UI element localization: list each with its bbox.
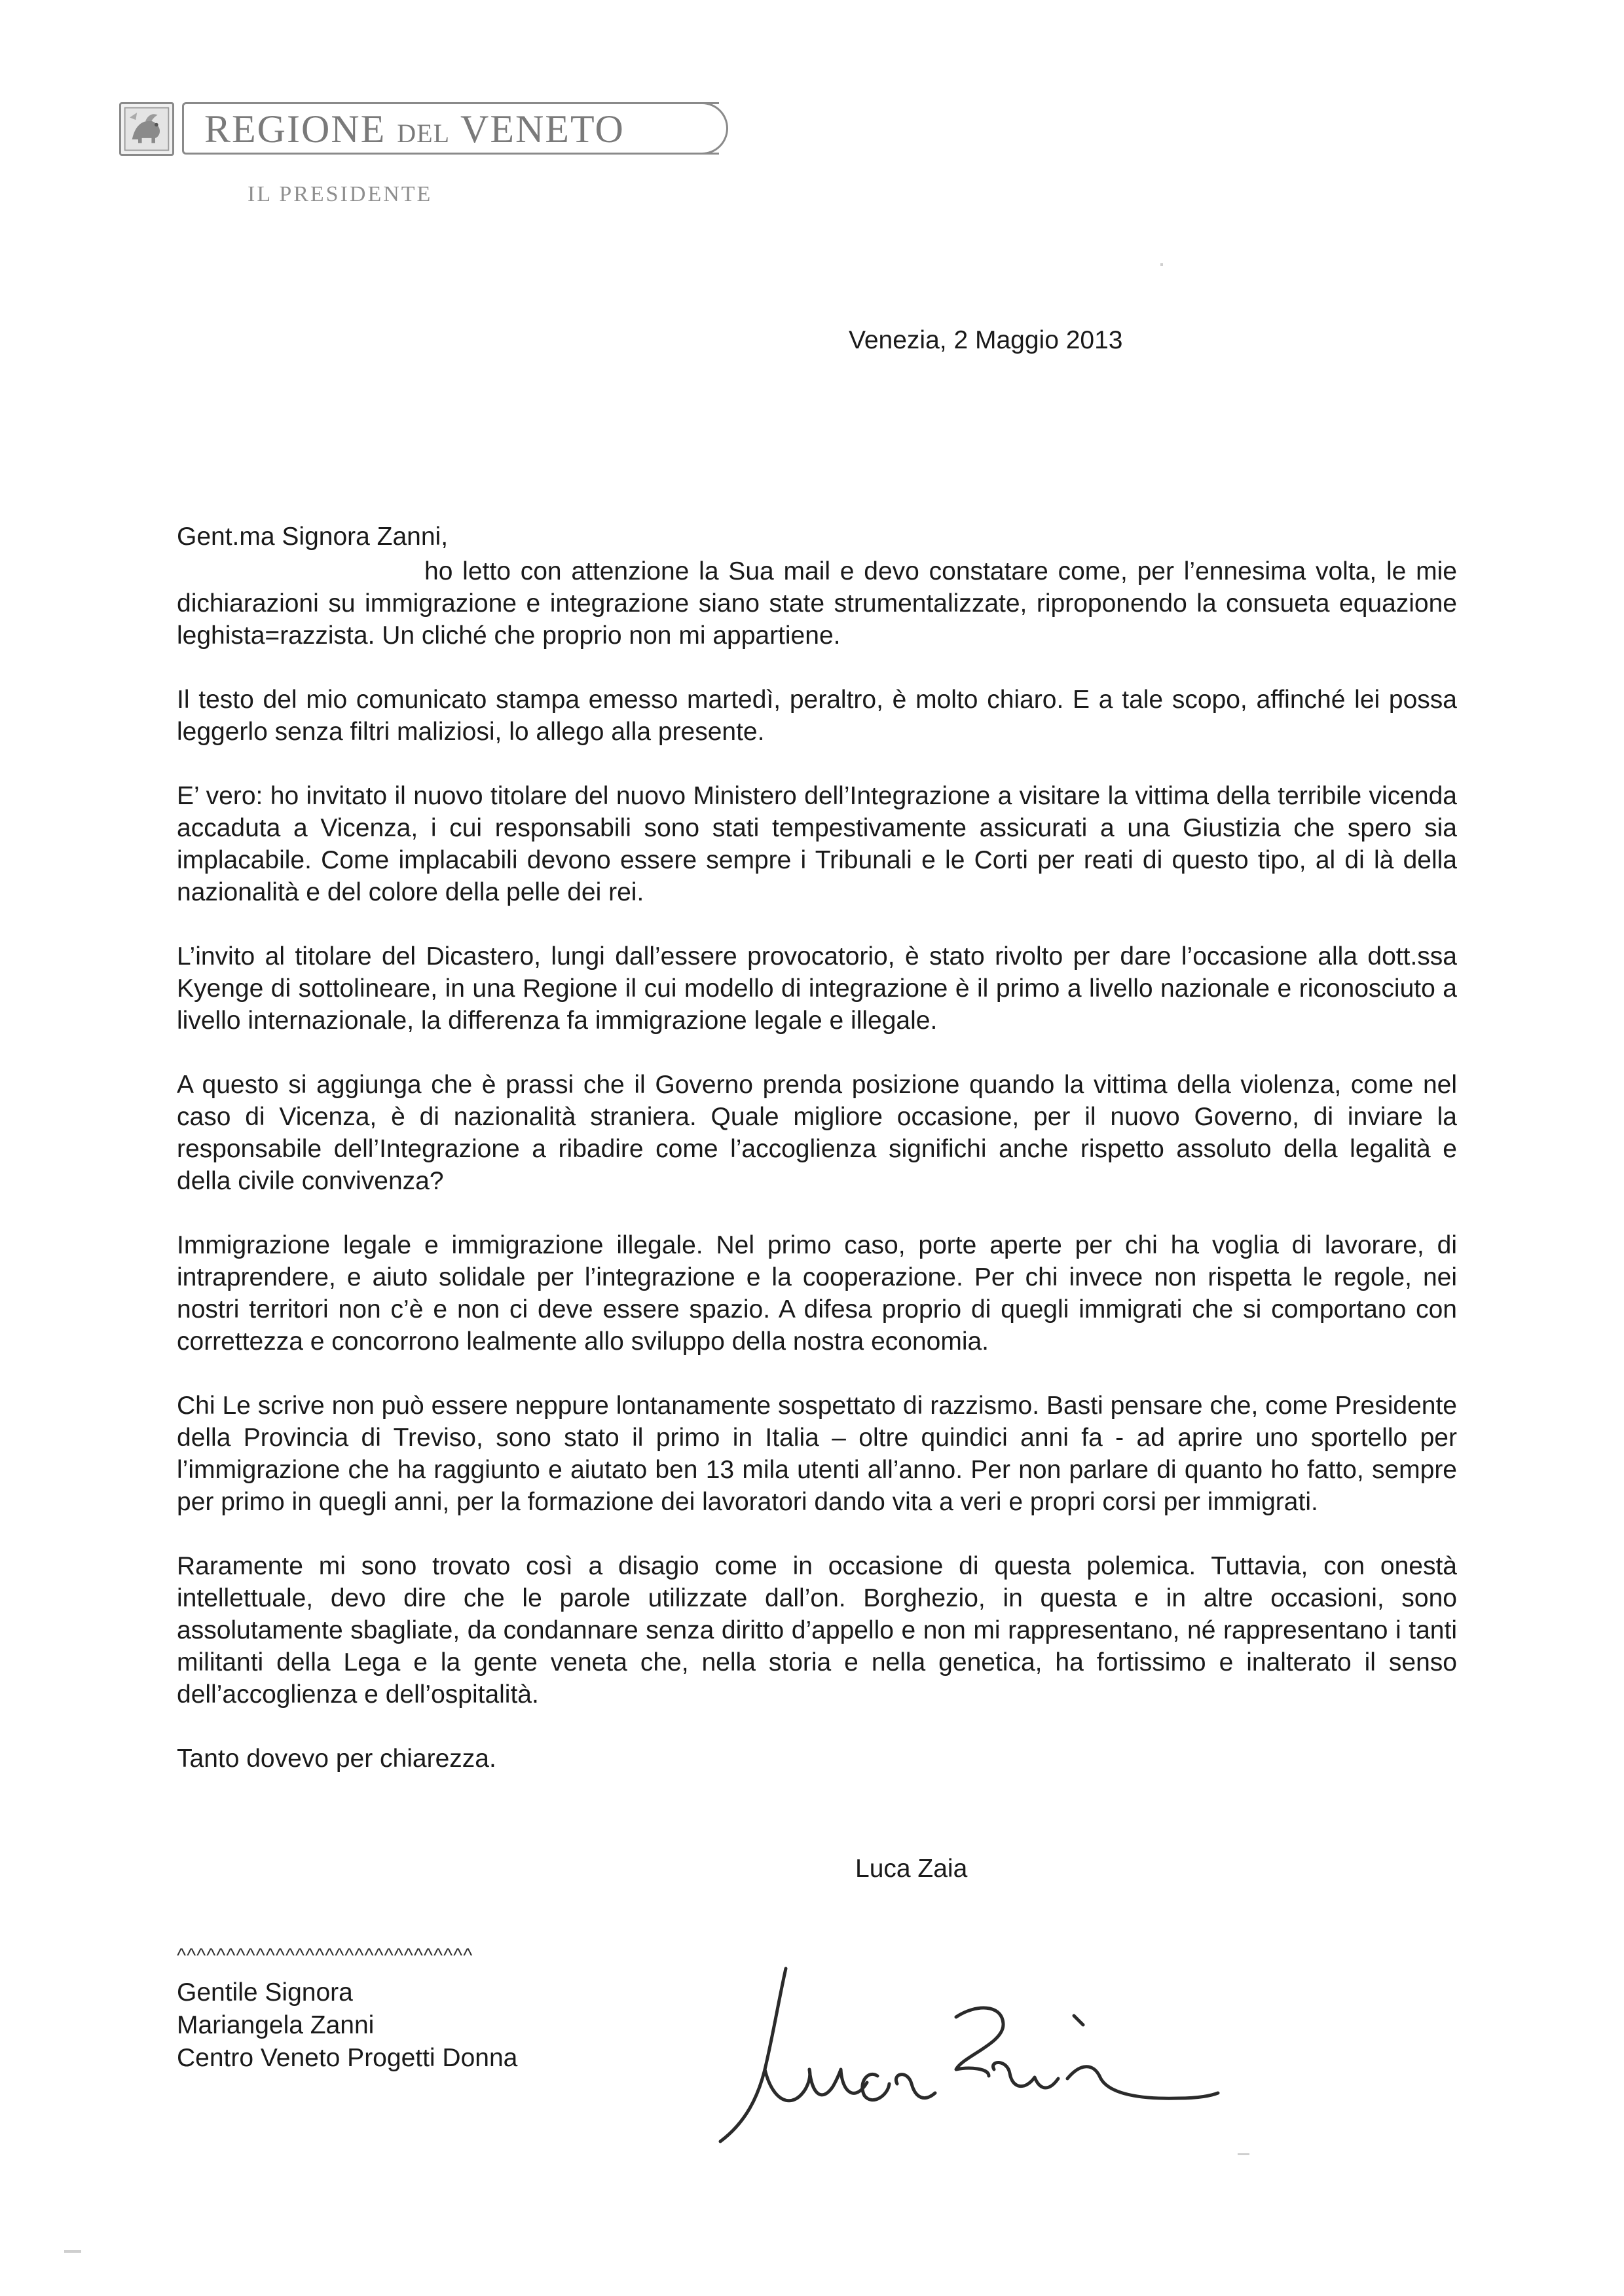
- region-frame-cap: [699, 102, 728, 155]
- body-paragraph: ho letto con attenzione la Sua mail e devo constatare come, per l’ennesima volta, le mie dichiarazioni su immigrazione e integrazione siano state strumentalizzate, riproponendo la consueta equazione leghista=razzista. Un cliché che proprio non mi appartiene.: [177, 557, 1457, 650]
- letter-date: Venezia, 2 Maggio 2013: [849, 326, 1123, 354]
- body-paragraph: E’ vero: ho invitato il nuovo titolare del nuovo Ministero dell’Integrazione a visitare la vittima della terribile vicenda accaduta a Vicenza, i cui responsabili sono stati tempestivamente assicurati a una Giustizia che spero sia implacabile. Come implacabili devono essere sempre i Tribunali e le Corti per reati di questo tipo, al di là della nazionalità e del colore della pelle dei rei.: [177, 782, 1457, 906]
- scan-mark: [64, 2250, 81, 2253]
- recipient-line: Mariangela Zanni: [177, 2011, 375, 2039]
- body-paragraph: Raramente mi sono trovato così a disagio come in occasione di questa polemica. Tuttavia, con onestà intellettuale, devo dire che le parole utilizzate dall’on. Borghezio, in questa e in altre occasioni, sono assolutamente sbagliate, da condannare senza diritto d’appello e non mi rappresentano, né rappresentano i tanti militanti della Lega e la gente veneta che, nella storia e nella genetica, ha fortissimo e inalterato il senso dell’accoglienza e dell’ospitalità.: [177, 1552, 1457, 1709]
- scan-mark: [1160, 263, 1163, 266]
- region-word-veneto: VENETO: [460, 107, 625, 151]
- body-paragraph: A questo si aggiunga che è prassi che il Governo prenda posizione quando la vittima della violenza, come nel caso di Vicenza, è di nazionalità straniera. Quale migliore occasione, per il nuovo Governo, di inviare la responsabile dell’Integrazione a ribadire come l’accoglienza significhi anche rispetto assoluto della legalità e della civile convivenza?: [177, 1071, 1457, 1195]
- body-paragraph: Il testo del mio comunicato stampa emesso martedì, peraltro, è molto chiaro. E a tale scopo, affinché lei possa leggerlo senza filtri maliziosi, lo allego alla presente.: [177, 686, 1457, 746]
- salutation: Gent.ma Signora Zanni,: [177, 523, 449, 551]
- closing-line: Tanto dovevo per chiarezza.: [177, 1745, 496, 1773]
- letterhead-subtitle: IL PRESIDENTE: [248, 182, 433, 206]
- lion-crest-icon: [119, 102, 174, 156]
- body-paragraph: Chi Le scrive non può essere neppure lontanamente sospettato di razzismo. Basti pensare che, come Presidente della Provincia di Treviso, sono stato il primo in Italia – oltre quindici anni fa - ad aprire uno sportello per l’immigrazione che ha raggiunto e aiutato ben 13 mila utenti all’anno. Per non parlare di quanto ho fatto, sempre per primo in quegli anni, per la formazione dei lavoratori dando vita a veri e propri corsi per immigrati.: [177, 1392, 1457, 1516]
- handwritten-signature-icon: [681, 1938, 1238, 2155]
- letter-body: [177, 555, 1457, 1807]
- region-name: [204, 106, 625, 157]
- body-paragraph: L’invito al titolare del Dicastero, lungi dall’essere provocatorio, è stato rivolto per dare l’occasione alla dott.ssa Kyenge di sottolineare, in una Regione il cui modello di integrazione è il primo a livello nazionale e riconosciuto a livello internazionale, la differenza fa immigrazione legale e illegale.: [177, 942, 1457, 1035]
- recipient-block: [177, 1976, 517, 2075]
- recipient-line: Centro Veneto Progetti Donna: [177, 2044, 518, 2072]
- body-paragraph: Immigrazione legale e immigrazione illegale. Nel primo caso, porte aperte per chi ha voglia di lavorare, di intraprendere, e aiuto solidale per l’integrazione e la cooperazione. Per chi invece non rispetta le regole, nei nostri territori non c’è e non ci deve essere spazio. A difesa proprio di quegli immigrati che si comportano con correttezza e concorrono lealmente allo sviluppo della nostra economia.: [177, 1231, 1457, 1356]
- region-word-regione: REGIONE: [204, 107, 386, 151]
- separator-line: ^^^^^^^^^^^^^^^^^^^^^^^^^^^^^^: [177, 1945, 473, 1967]
- scan-mark: [1238, 2153, 1249, 2155]
- signoff-name: Luca Zaia: [855, 1855, 968, 1883]
- region-word-del: DEL: [397, 119, 451, 148]
- recipient-line: Gentile Signora: [177, 1978, 353, 2007]
